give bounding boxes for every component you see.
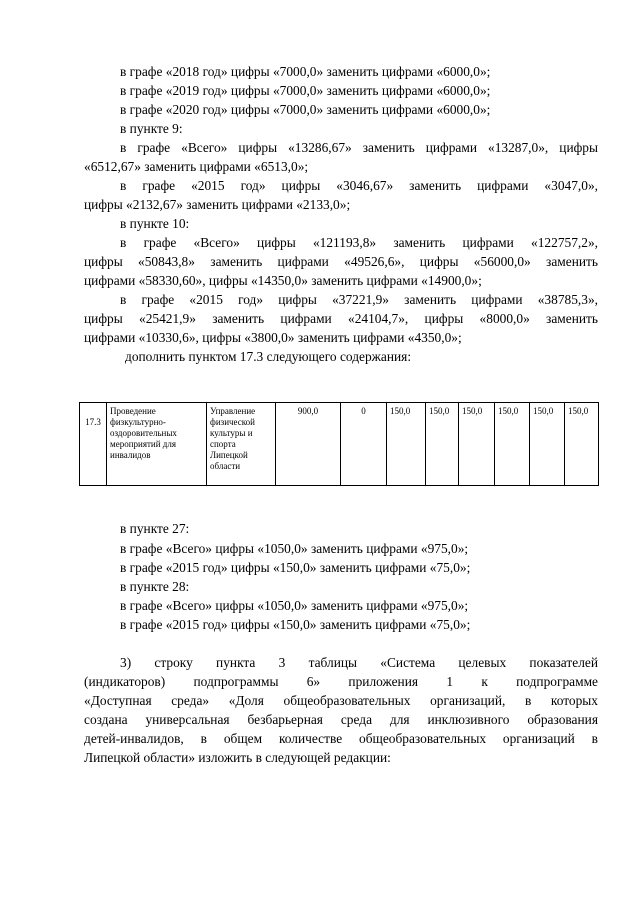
value-cell: 150,0 [426, 403, 459, 486]
text-line: в графе «Всего» цифры «13286,67» заменить цифрами «13287,0», цифры [120, 140, 598, 155]
text-line: цифрами «58330,60», цифры «14350,0» заменить цифрами «14900,0»; [84, 273, 482, 288]
value-cell: 150,0 [530, 403, 565, 486]
program-table [79, 402, 599, 486]
text-line: цифры «25421,9» заменить цифрами «24104,7», цифры «8000,0» заменить [84, 311, 598, 326]
value-cell: 150,0 [459, 403, 495, 486]
value-cell: 900,0 [276, 403, 341, 486]
text-line: создана универсальная безбарьерная среда для инклюзивного образования [84, 712, 598, 727]
text-line: в пункте 9: [120, 121, 183, 136]
text-line: в графе «2015 год» цифры «3046,67» заменить цифрами «3047,0», [120, 178, 598, 193]
text-line: «6512,67» заменить цифрами «6513,0»; [84, 159, 309, 174]
text-line: в пункте 27: [120, 521, 190, 536]
text-line: детей-инвалидов, в общем количестве общеобразовательных организаций в [84, 731, 598, 746]
value-cell: 150,0 [387, 403, 426, 486]
text-line: цифры «50843,8» заменить цифрами «49526,6», цифры «56000,0» заменить [84, 254, 598, 269]
text-line: в пункте 10: [120, 216, 190, 231]
text-line: в графе «2015 год» цифры «37221,9» заменить цифрами «38785,3», [120, 292, 598, 307]
text-line: в графе «Всего» цифры «121193,8» заменить цифрами «122757,2», [120, 235, 598, 250]
text-line: в графе «2020 год» цифры «7000,0» заменить цифрами «6000,0»; [120, 102, 491, 117]
text-line: «Доступная среда» «Доля общеобразовательных организаций, в которых [84, 693, 598, 708]
value-cell: 150,0 [495, 403, 530, 486]
table-row [80, 403, 599, 486]
executor-name: Управление физической культуры и спорта Липецкой области [207, 403, 276, 486]
text-line: в графе «Всего» цифры «1050,0» заменить цифрами «975,0»; [120, 541, 469, 556]
text-line: Липецкой области» изложить в следующей редакции: [84, 750, 391, 765]
value-cell: 0 [341, 403, 387, 486]
text-line: (индикаторов) подпрограммы 6» приложения 1 к подпрограмме [84, 674, 598, 689]
item-number: 17.3 [80, 403, 107, 486]
text-line: в графе «Всего» цифры «1050,0» заменить цифрами «975,0»; [120, 598, 469, 613]
text-line: в графе «2015 год» цифры «150,0» заменить цифрами «75,0»; [120, 560, 471, 575]
text-line: в пункте 28: [120, 579, 190, 594]
event-name: Проведение физкультурно-оздоровительных мероприятий для инвалидов [107, 403, 207, 486]
text-line: цифрами «10330,6», цифры «3800,0» заменить цифрами «4350,0»; [84, 330, 462, 345]
text-line: в графе «2019 год» цифры «7000,0» заменить цифрами «6000,0»; [120, 83, 491, 98]
text-line: в графе «2018 год» цифры «7000,0» заменить цифрами «6000,0»; [120, 64, 491, 79]
text-line: 3) строку пункта 3 таблицы «Система целевых показателей [120, 655, 598, 670]
text-line: дополнить пунктом 17.3 следующего содержания: [125, 349, 412, 364]
text-line: в графе «2015 год» цифры «150,0» заменить цифрами «75,0»; [120, 617, 471, 632]
text-line: цифры «2132,67» заменить цифрами «2133,0»; [84, 197, 351, 212]
value-cell: 150,0 [565, 403, 599, 486]
